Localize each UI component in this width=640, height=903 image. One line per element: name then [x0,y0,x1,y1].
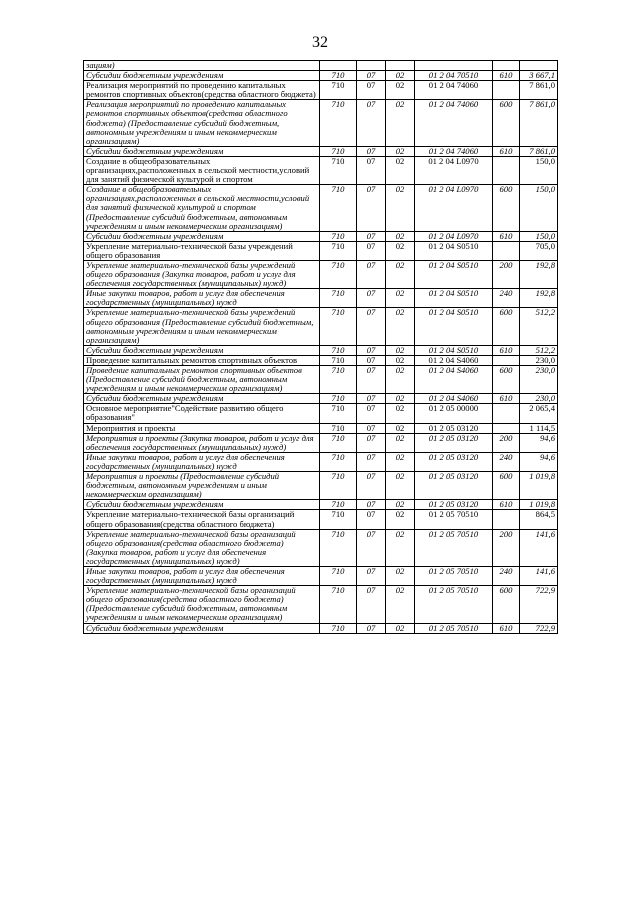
row-subsection: 02 [386,529,415,566]
row-amount: 722,9 [520,586,558,623]
row-target-code: 01 2 04 S0510 [415,260,493,288]
row-target-code: 01 2 05 70510 [415,566,493,585]
row-admin-code: 710 [320,355,357,365]
row-name: Субсидии бюджетным учреждениям [84,345,320,355]
row-target-code [415,61,493,71]
row-target-code: 01 2 04 70510 [415,71,493,81]
row-subsection: 02 [386,241,415,260]
row-expense-type: 200 [493,529,520,566]
row-admin-code: 710 [320,231,357,241]
row-subsection: 02 [386,185,415,231]
row-subsection: 02 [386,156,415,184]
row-admin-code: 710 [320,529,357,566]
row-target-code: 01 2 04 74060 [415,100,493,146]
row-subsection: 02 [386,586,415,623]
row-section: 07 [357,433,386,452]
row-expense-type: 610 [493,345,520,355]
row-expense-type [493,61,520,71]
row-name: Укрепление материально-технической базы организаций общего образования(средства областного бюджета) [84,510,320,529]
row-amount: 3 667,1 [520,71,558,81]
row-target-code: 01 2 04 S4060 [415,366,493,394]
budget-table-body [84,61,558,634]
table-row [84,100,558,146]
row-subsection: 02 [386,289,415,308]
row-amount: 512,2 [520,308,558,345]
table-row [84,308,558,345]
row-amount: 230,0 [520,366,558,394]
row-section: 07 [357,231,386,241]
row-section: 07 [357,423,386,433]
row-name: Мероприятия и проекты (Закупка товаров, работ и услуг для обеспечения государственных (муниципальных) нужд) [84,433,320,452]
row-target-code: 01 2 04 74060 [415,146,493,156]
row-subsection: 02 [386,81,415,100]
row-target-code: 01 2 04 S4060 [415,394,493,404]
row-subsection: 02 [386,345,415,355]
row-name: зациям) [84,61,320,71]
row-name: Создание в общеобразовательных организациях,расположенных в сельской местности,условий для занятий физической культурой и спортом (Предоставление субсидий бюджетным, автономным учреждениям и иным некоммерческим организациям) [84,185,320,231]
row-subsection: 02 [386,404,415,423]
row-admin-code: 710 [320,423,357,433]
row-amount: 7 861,0 [520,81,558,100]
row-expense-type: 610 [493,500,520,510]
table-row [84,231,558,241]
row-name: Субсидии бюджетным учреждениям [84,394,320,404]
table-row [84,241,558,260]
row-subsection: 02 [386,355,415,365]
row-name: Субсидии бюджетным учреждениям [84,231,320,241]
row-admin-code: 710 [320,472,357,500]
row-section: 07 [357,472,386,500]
row-section: 07 [357,81,386,100]
row-section: 07 [357,586,386,623]
row-admin-code: 710 [320,146,357,156]
row-amount: 141,6 [520,529,558,566]
row-admin-code: 710 [320,289,357,308]
row-name: Иные закупки товаров, работ и услуг для обеспечения государственных (муниципальных) нужд [84,289,320,308]
row-subsection: 02 [386,472,415,500]
row-amount: 94,6 [520,452,558,471]
row-target-code: 01 2 05 00000 [415,404,493,423]
page-number: 32 [312,34,328,51]
row-amount: 1 019,8 [520,472,558,500]
row-admin-code: 710 [320,308,357,345]
row-name: Проведение капитальных ремонтов спортивных объектов (Предоставление субсидий бюджетным, автономным учреждениям и иным некоммерческим организациям) [84,366,320,394]
row-section: 07 [357,185,386,231]
row-admin-code: 710 [320,586,357,623]
row-admin-code: 710 [320,510,357,529]
row-admin-code [320,61,357,71]
row-expense-type: 200 [493,260,520,288]
row-name: Реализация мероприятий по проведению капитальных ремонтов спортивных объектов(средства областного бюджета) (Предоставление субсидий бюджетным, автономным учреждениям и иным некоммерческим организациям) [84,100,320,146]
row-target-code: 01 2 05 70510 [415,529,493,566]
table-row [84,529,558,566]
row-expense-type [493,423,520,433]
table-row [84,566,558,585]
row-expense-type: 600 [493,185,520,231]
row-subsection: 02 [386,146,415,156]
row-admin-code: 710 [320,366,357,394]
row-amount: 2 065,4 [520,404,558,423]
row-target-code: 01 2 05 03120 [415,433,493,452]
row-target-code: 01 2 05 03120 [415,423,493,433]
row-expense-type: 610 [493,623,520,633]
row-section: 07 [357,345,386,355]
table-row [84,586,558,623]
row-amount: 192,8 [520,289,558,308]
row-name: Иные закупки товаров, работ и услуг для обеспечения государственных (муниципальных) нужд [84,452,320,471]
row-admin-code: 710 [320,433,357,452]
row-subsection: 02 [386,260,415,288]
table-row [84,81,558,100]
row-expense-type: 600 [493,472,520,500]
row-expense-type: 200 [493,433,520,452]
row-section: 07 [357,156,386,184]
row-amount: 722,9 [520,623,558,633]
row-amount: 705,0 [520,241,558,260]
row-target-code: 01 2 04 L0970 [415,156,493,184]
row-expense-type [493,355,520,365]
row-name: Субсидии бюджетным учреждениям [84,500,320,510]
row-amount: 141,6 [520,566,558,585]
row-amount: 94,6 [520,433,558,452]
row-admin-code: 710 [320,100,357,146]
row-expense-type: 600 [493,586,520,623]
row-amount: 512,2 [520,345,558,355]
row-section: 07 [357,566,386,585]
row-admin-code: 710 [320,260,357,288]
row-admin-code: 710 [320,81,357,100]
table-row [84,289,558,308]
table-row [84,500,558,510]
row-section: 07 [357,289,386,308]
row-expense-type: 240 [493,566,520,585]
row-name: Укрепление материально-технической базы учреждений общего образования (Предоставление субсидий бюджетным, автономным учреждениям и иным некоммерческим организациям) [84,308,320,345]
row-amount: 230,0 [520,394,558,404]
row-target-code: 01 2 04 S0510 [415,289,493,308]
row-admin-code: 710 [320,71,357,81]
row-section: 07 [357,71,386,81]
row-name: Создание в общеобразовательных организациях,расположенных в сельской местности,условий для занятий физической культурой и спортом [84,156,320,184]
row-expense-type: 610 [493,231,520,241]
table-row [84,156,558,184]
row-name: Иные закупки товаров, работ и услуг для обеспечения государственных (муниципальных) нужд [84,566,320,585]
row-section: 07 [357,241,386,260]
row-name: Укрепление материально-технической базы учреждений общего образования [84,241,320,260]
row-expense-type [493,404,520,423]
row-section: 07 [357,394,386,404]
row-section: 07 [357,623,386,633]
row-section: 07 [357,260,386,288]
row-expense-type: 600 [493,366,520,394]
row-subsection: 02 [386,423,415,433]
table-row [84,472,558,500]
table-row [84,404,558,423]
table-row [84,146,558,156]
row-target-code: 01 2 04 S0510 [415,308,493,345]
table-row [84,185,558,231]
row-expense-type [493,156,520,184]
row-name: Укрепление материально-технической базы организаций общего образования(средства областного бюджета) (Предоставление субсидий бюджетным, автономным учреждениям и иным некоммерческим организациям) [84,586,320,623]
row-target-code: 01 2 05 70510 [415,510,493,529]
row-name: Субсидии бюджетным учреждениям [84,146,320,156]
row-name: Мероприятия и проекты [84,423,320,433]
row-expense-type [493,241,520,260]
table-row [84,433,558,452]
row-subsection: 02 [386,566,415,585]
row-target-code: 01 2 04 74060 [415,81,493,100]
row-name: Субсидии бюджетным учреждениям [84,71,320,81]
table-row [84,345,558,355]
row-subsection: 02 [386,510,415,529]
row-admin-code: 710 [320,185,357,231]
table-row [84,61,558,71]
row-target-code: 01 2 04 S0510 [415,241,493,260]
row-subsection: 02 [386,366,415,394]
row-expense-type: 240 [493,452,520,471]
row-expense-type: 610 [493,394,520,404]
row-amount: 150,0 [520,231,558,241]
row-section: 07 [357,308,386,345]
row-target-code: 01 2 04 S0510 [415,345,493,355]
row-amount: 864,5 [520,510,558,529]
row-section: 07 [357,510,386,529]
table-row [84,623,558,633]
row-admin-code: 710 [320,404,357,423]
row-target-code: 01 2 04 S4060 [415,355,493,365]
row-admin-code: 710 [320,566,357,585]
row-amount: 7 861,0 [520,146,558,156]
table-row [84,71,558,81]
row-target-code: 01 2 05 03120 [415,472,493,500]
row-subsection: 02 [386,231,415,241]
row-name: Основное мероприятие"Содействие развитию общего образования" [84,404,320,423]
row-target-code: 01 2 04 L0970 [415,185,493,231]
table-row [84,510,558,529]
row-amount: 192,8 [520,260,558,288]
row-admin-code: 710 [320,345,357,355]
row-subsection: 02 [386,100,415,146]
row-admin-code: 710 [320,394,357,404]
row-amount: 1 114,5 [520,423,558,433]
row-amount: 150,0 [520,156,558,184]
row-subsection: 02 [386,500,415,510]
table-row [84,452,558,471]
row-subsection: 02 [386,308,415,345]
row-section: 07 [357,500,386,510]
row-admin-code: 710 [320,500,357,510]
row-name: Субсидии бюджетным учреждениям [84,623,320,633]
row-name: Укрепление материально-технической базы учреждений общего образования (Закупка товаров, работ и услуг для обеспечения государственных (муниципальных) нужд) [84,260,320,288]
row-expense-type: 240 [493,289,520,308]
row-admin-code: 710 [320,452,357,471]
row-section: 07 [357,100,386,146]
row-target-code: 01 2 05 03120 [415,500,493,510]
row-subsection [386,61,415,71]
row-section: 07 [357,355,386,365]
table-row [84,366,558,394]
row-admin-code: 710 [320,623,357,633]
row-section: 07 [357,404,386,423]
row-subsection: 02 [386,623,415,633]
table-row [84,260,558,288]
row-expense-type: 600 [493,308,520,345]
row-section: 07 [357,146,386,156]
row-subsection: 02 [386,71,415,81]
row-name: Мероприятия и проекты (Предоставление субсидий бюджетным, автономным учреждениям и иным некоммерческим организациям) [84,472,320,500]
budget-table [83,60,558,634]
row-expense-type [493,510,520,529]
row-expense-type: 610 [493,71,520,81]
row-section: 07 [357,452,386,471]
row-target-code: 01 2 05 03120 [415,452,493,471]
table-row [84,355,558,365]
row-admin-code: 710 [320,156,357,184]
row-admin-code: 710 [320,241,357,260]
row-amount: 1 019,8 [520,500,558,510]
row-name: Укрепление материально-технической базы организаций общего образования(средства областного бюджета) (Закупка товаров, работ и услуг для обеспечения государственных (муниципальных) нужд) [84,529,320,566]
row-expense-type [493,81,520,100]
table-row [84,423,558,433]
row-expense-type: 600 [493,100,520,146]
row-name: Реализация мероприятий по проведению капитальных ремонтов спортивных объектов(средства областного бюджета) [84,81,320,100]
row-subsection: 02 [386,394,415,404]
table-row [84,394,558,404]
row-target-code: 01 2 04 L0970 [415,231,493,241]
row-expense-type: 610 [493,146,520,156]
row-section: 07 [357,529,386,566]
row-section [357,61,386,71]
row-subsection: 02 [386,433,415,452]
row-subsection: 02 [386,452,415,471]
row-amount: 150,0 [520,185,558,231]
row-target-code: 01 2 05 70510 [415,623,493,633]
row-section: 07 [357,366,386,394]
row-target-code: 01 2 05 70510 [415,586,493,623]
row-amount: 230,0 [520,355,558,365]
row-amount [520,61,558,71]
row-name: Проведение капитальных ремонтов спортивных объектов [84,355,320,365]
row-amount: 7 861,0 [520,100,558,146]
